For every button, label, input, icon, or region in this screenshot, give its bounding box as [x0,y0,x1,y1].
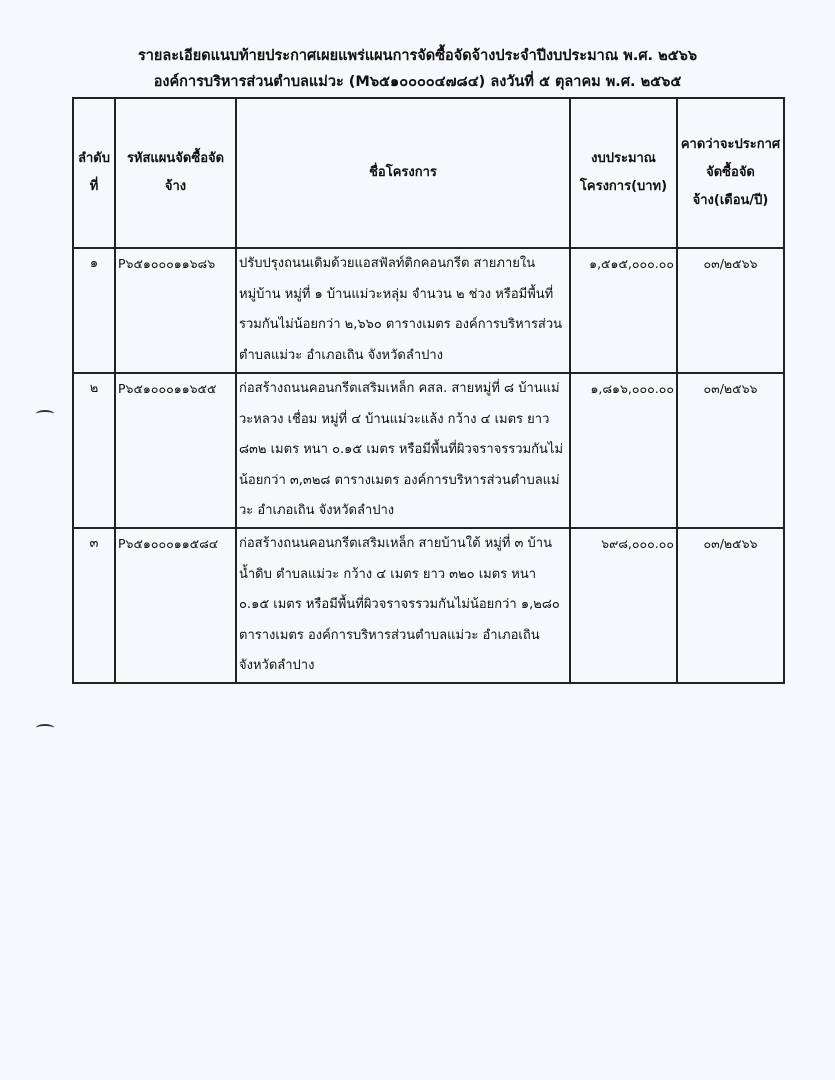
row-date: ๐๓/๒๕๖๖ [677,528,784,683]
table-row [73,248,784,373]
row-date: ๐๓/๒๕๖๖ [677,373,784,528]
header-date: คาดว่าจะประกาศจัดซื้อจัดจ้าง(เดือน/ปี) [677,98,784,248]
row-no: ๑ [73,248,115,373]
procurement-plan-table [72,97,785,684]
table-row [73,528,784,683]
header-budget: งบประมาณโครงการ(บาท) [570,98,677,248]
row-date: ๐๓/๒๕๖๖ [677,248,784,373]
table-row [73,373,784,528]
header-code: รหัสแผนจัดซื้อจัดจ้าง [115,98,236,248]
document-subtitle: องค์การบริหารส่วนตำบลแม่วะ (M๖๕๑๐๐๐๐๔๗๘๔) ลงวันที่ ๕ ตุลาคม พ.ศ. ๒๕๖๕ [153,74,682,90]
document-title: รายละเอียดแนบท้ายประกาศเผยแพร่แผนการจัดซื้อจัดจ้างประจำปีงบประมาณ พ.ศ. ๒๕๖๖ [137,48,698,64]
row-no: ๒ [73,373,115,528]
row-code: P๖๕๑๐๐๐๑๑๖๘๖ [115,248,236,373]
row-code: P๖๕๑๐๐๐๑๑๖๕๕ [115,373,236,528]
row-code: P๖๕๑๐๐๐๑๑๕๘๔ [115,528,236,683]
header-no: ลำดับที่ [73,98,115,248]
row-budget: ๖๙๘,๐๐๐.๐๐ [570,528,677,683]
row-project-name: ปรับปรุงถนนเดิมด้วยแอสฟัลท์ติกคอนกรีต สายภายในหมู่บ้าน หมู่ที่ ๑ บ้านแม่วะหลุ่ม จำนวน ๒ ช่วง หรือมีพื้นที่รวมกันไม่น้อยกว่า ๒,๖๖๐ ตารางเมตร องค์การบริหารส่วนตำบลแม่วะ อำเภอเถิน จังหวัดลำปาง [236,248,570,373]
row-project-name: ก่อสร้างถนนคอนกรีตเสริมเหล็ก คสล. สายหมู่ที่ ๘ บ้านแม่วะหลวง เชื่อม หมู่ที่ ๔ บ้านแม่วะแล้ง กว้าง ๔ เมตร ยาว ๘๓๒ เมตร หนา ๐.๑๕ เมตร หรือมีพื้นที่ผิวจราจรรวมกันไม่น้อยกว่า ๓,๓๒๘ ตารางเมตร องค์การบริหารส่วนตำบลแม่วะ อำเภอเถิน จังหวัดลำปาง [236,373,570,528]
row-project-name: ก่อสร้างถนนคอนกรีตเสริมเหล็ก สายบ้านใต้ หมู่ที่ ๓ บ้านน้ำดิบ ตำบลแม่วะ กว้าง ๔ เมตร ยาว ๓๒๐ เมตร หนา ๐.๑๕ เมตร หรือมีพื้นที่ผิวจราจรรวมกันไม่น้อยกว่า ๑,๒๘๐ ตารางเมตร องค์การบริหารส่วนตำบลแม่วะ อำเภอเถิน จังหวัดลำปาง [236,528,570,683]
header-name: ชื่อโครงการ [236,98,570,248]
table-header-row [73,98,784,248]
row-budget: ๑,๘๑๖,๐๐๐.๐๐ [570,373,677,528]
scan-mark [36,410,54,418]
row-no: ๓ [73,528,115,683]
scan-mark [36,724,54,732]
row-budget: ๑,๕๑๕,๐๐๐.๐๐ [570,248,677,373]
